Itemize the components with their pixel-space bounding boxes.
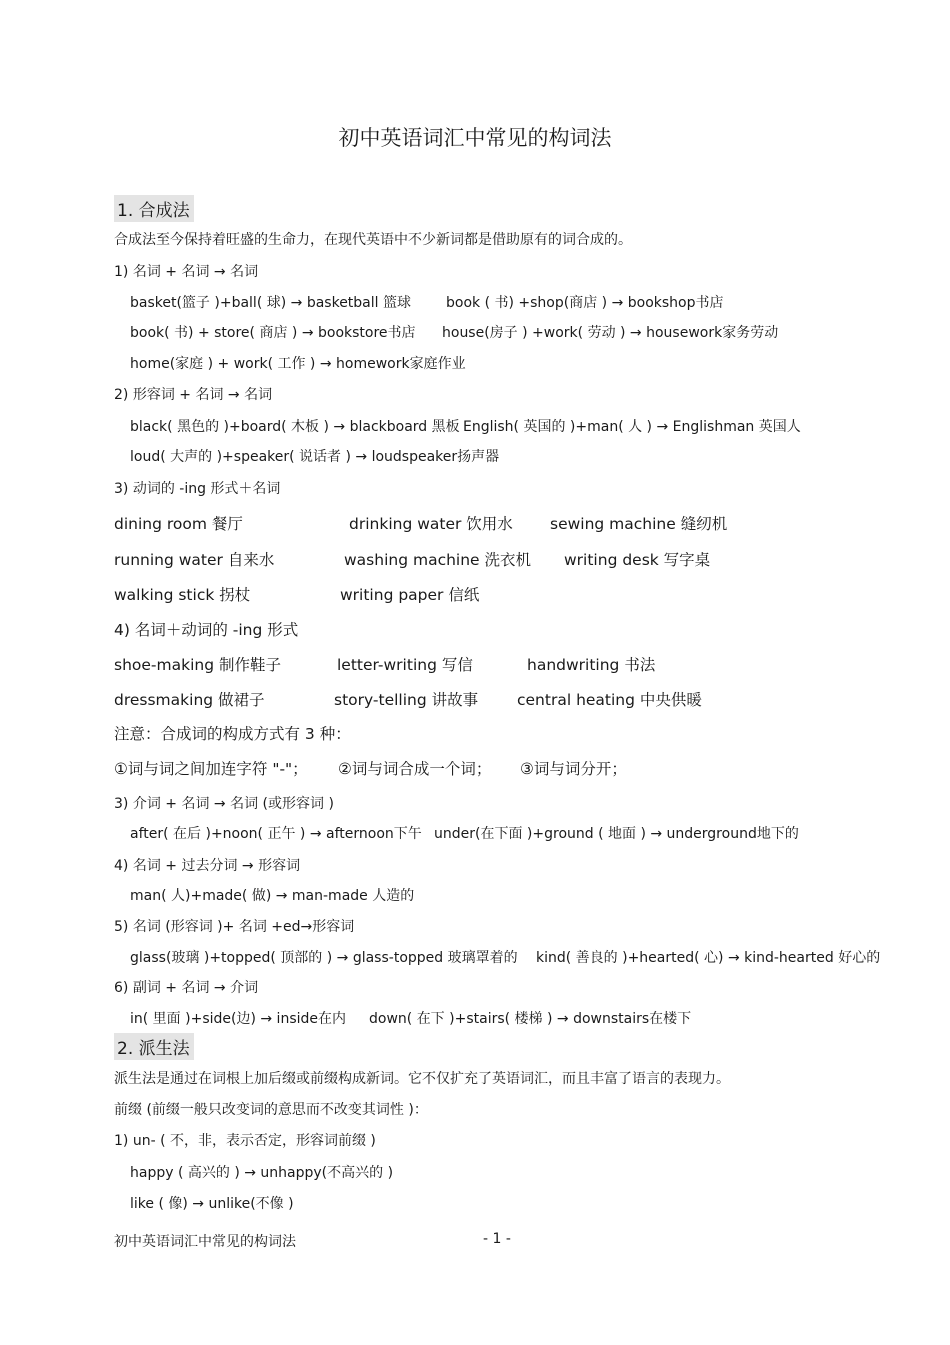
example: black( 黑色的 )+board( 木板 ) → blackboard 黑板: [130, 419, 460, 435]
example: like ( 像) → unlike(不像 ): [130, 1196, 294, 1212]
word-item: sewing machine 缝纫机: [550, 515, 728, 533]
text-line: 4) 名词＋动词的 -ing 形式: [114, 621, 299, 639]
example: basket(篮子 )+ball( 球) → basketball 篮球: [130, 295, 411, 311]
example: happy ( 高兴的 ) → unhappy(不高兴的 ): [130, 1165, 394, 1181]
word-item: running water 自来水: [114, 551, 275, 569]
text-line: 5) 名词 (形容词 )+ 名词 +ed→形容词: [114, 919, 355, 935]
word-item: writing desk 写字桌: [564, 551, 711, 569]
note-item: ①词与词之间加连字符 "-"；: [114, 760, 308, 778]
text-line: 4) 名词 + 过去分词 → 形容词: [114, 858, 301, 874]
word-item: letter-writing 写信: [337, 656, 473, 674]
example: book ( 书) +shop(商店 ) → bookshop书店: [446, 295, 724, 311]
text-line: 2) 形容词 + 名词 → 名词: [114, 387, 273, 403]
word-item: story-telling 讲故事: [334, 691, 479, 709]
note-item: ③词与词分开；: [520, 760, 627, 778]
example: glass(玻璃 )+topped( 顶部的 ) → glass-topped 玻璃罩着的: [130, 950, 518, 966]
text-line: 合成法至今保持着旺盛的生命力，在现代英语中不少新词都是借助原有的词合成的。: [114, 232, 632, 248]
note-item: ②词与词合成一个词；: [338, 760, 492, 778]
example: kind( 善良的 )+hearted( 心) → kind-hearted 好心的: [536, 950, 881, 966]
footer-title: 初中英语词汇中常见的构词法: [114, 1234, 296, 1250]
example: under(在下面 )+ground ( 地面 ) → underground地下的: [434, 826, 799, 842]
section-heading-compounding: 1. 合成法: [114, 195, 194, 222]
example: in( 里面 )+side(边) → inside在内: [130, 1011, 347, 1027]
word-item: writing paper 信纸: [340, 586, 480, 604]
text-line: 3) 动词的 -ing 形式＋名词: [114, 481, 281, 497]
word-item: dressmaking 做裙子: [114, 691, 265, 709]
example: down( 在下 )+stairs( 楼梯 ) → downstairs在楼下: [369, 1011, 692, 1027]
word-item: central heating 中央供暖: [517, 691, 702, 709]
example: loud( 大声的 )+speaker( 说话者 ) → loudspeaker扬声器: [130, 449, 500, 465]
document-title: 初中英语词汇中常见的构词法: [338, 126, 612, 150]
note-line: 注意：合成词的构成方式有 3 种：: [114, 725, 351, 743]
word-item: drinking water 饮用水: [349, 515, 513, 533]
word-item: handwriting 书法: [527, 656, 656, 674]
text-line: 前缀 (前缀一般只改变词的意思而不改变其词性 )：: [114, 1102, 428, 1118]
text-line: 3) 介词 + 名词 → 名词 (或形容词 ): [114, 796, 334, 812]
word-item: walking stick 拐杖: [114, 586, 251, 604]
page-number: - 1 -: [483, 1231, 511, 1247]
example: home(家庭 ) + work( 工作 ) → homework家庭作业: [130, 356, 466, 372]
example: house(房子 ) +work( 劳动 ) → housework家务劳动: [442, 325, 779, 341]
section-heading-derivation: 2. 派生法: [114, 1033, 194, 1060]
text-line: 6) 副词 + 名词 → 介词: [114, 980, 259, 996]
word-item: dining room 餐厅: [114, 515, 243, 533]
text-line: 1) 名词 + 名词 → 名词: [114, 264, 259, 280]
example: after( 在后 )+noon( 正午 ) → afternoon下午: [130, 826, 422, 842]
example: English( 英国的 )+man( 人 ) → Englishman 英国人: [463, 419, 801, 435]
example: man( 人)+made( 做) → man-made 人造的: [130, 888, 415, 904]
text-line: 1) un- ( 不，非，表示否定，形容词前缀 ): [114, 1133, 376, 1149]
text-line: 派生法是通过在词根上加后缀或前缀构成新词。它不仅扩充了英语词汇，而且丰富了语言的表现力。: [114, 1071, 730, 1087]
word-item: washing machine 洗衣机: [344, 551, 532, 569]
word-item: shoe-making 制作鞋子: [114, 656, 281, 674]
example: book( 书) + store( 商店 ) → bookstore书店: [130, 325, 416, 341]
